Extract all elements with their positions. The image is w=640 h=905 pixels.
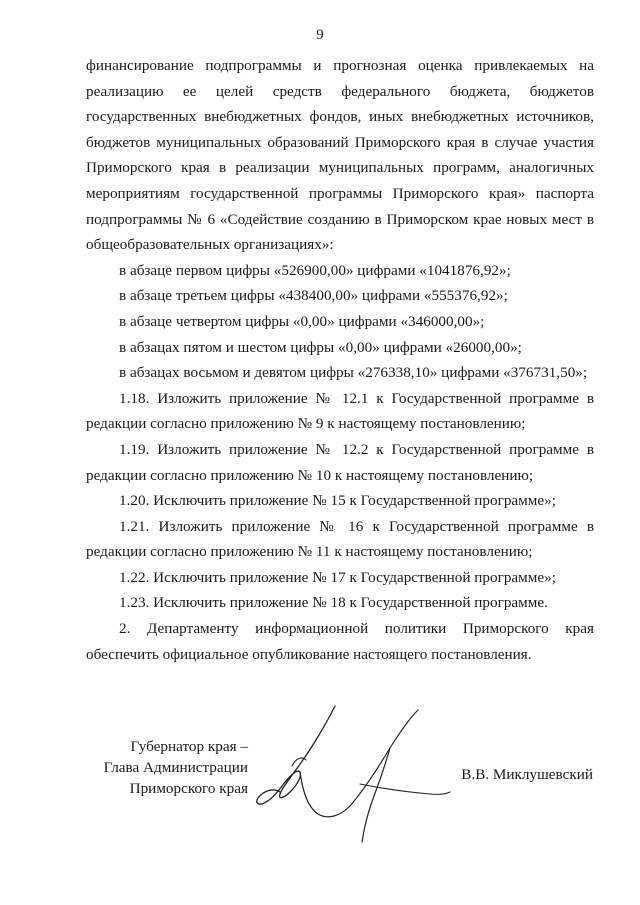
handwritten-signature	[240, 696, 460, 856]
signatory-title-line: Губернатор края –	[130, 738, 248, 755]
signature-block	[0, 736, 640, 886]
signatory-title-line: Глава Администрации	[103, 759, 248, 776]
paragraph-item-1-22: 1.22. Исключить приложение № 17 к Государственной программе»;	[119, 568, 556, 586]
page-number: 9	[316, 27, 324, 43]
paragraph-item-1-20: 1.20. Исключить приложение № 15 к Государственной программе»;	[119, 492, 556, 510]
paragraph-item-1-18: 1.18. Изложить приложение № 12.1 к Государственной программе в редакции согласно приложению № 9 к настоящему постановлению;	[86, 389, 594, 433]
paragraph-amendment-fifth-sixth: в абзацах пятом и шестом цифры «0,00» цифрами «26000,00»;	[119, 338, 522, 356]
paragraph-amendment-third: в абзаце третьем цифры «438400,00» цифрами «555376,92»;	[119, 287, 508, 305]
signatory-title-line: Приморского края	[129, 780, 248, 797]
paragraph-item-2: 2. Департаменту информационной политики Приморского края обеспечить официальное опубликование настоящего постановления.	[86, 620, 594, 663]
paragraph-amendment-eighth-ninth: в абзацах восьмом и девятом цифры «276338,10» цифрами «376731,50»;	[119, 364, 588, 382]
signatory-title	[88, 736, 248, 799]
paragraph-amendment-fourth: в абзаце четвертом цифры «0,00» цифрами «346000,00»;	[119, 312, 485, 330]
paragraph-subprogram-financing: финансирование подпрограммы и прогнозная оценка привлекаемых на реализацию ее целей средств федерального бюджета, бюджетов государственных внебюджетных фондов, иных внебюджетных источников, бюджетов муниципальных образований Приморского края в случае участия Приморского края в реализации муниципальных программ, аналогичных мероприятиям государственной программы Приморского края» паспорта подпрограммы № 6 «Содействие созданию в Приморском крае новых мест в общеобразовательных организациях»:	[86, 57, 594, 254]
paragraph-item-1-19: 1.19. Изложить приложение № 12.2 к Государственной программе в редакции согласно приложению № 10 к настоящему постановлению;	[86, 440, 594, 484]
paragraph-item-1-23: 1.23. Исключить приложение № 18 к Государственной программе.	[119, 594, 548, 612]
document-body	[86, 53, 594, 667]
paragraph-amendment-first: в абзаце первом цифры «526900,00» цифрами «1041876,92»;	[119, 261, 511, 279]
signatory-name: В.В. Миклушевский	[461, 766, 593, 783]
paragraph-item-1-21: 1.21. Изложить приложение № 16 к Государственной программе в редакции согласно приложению № 11 к настоящему постановлению;	[86, 517, 594, 561]
